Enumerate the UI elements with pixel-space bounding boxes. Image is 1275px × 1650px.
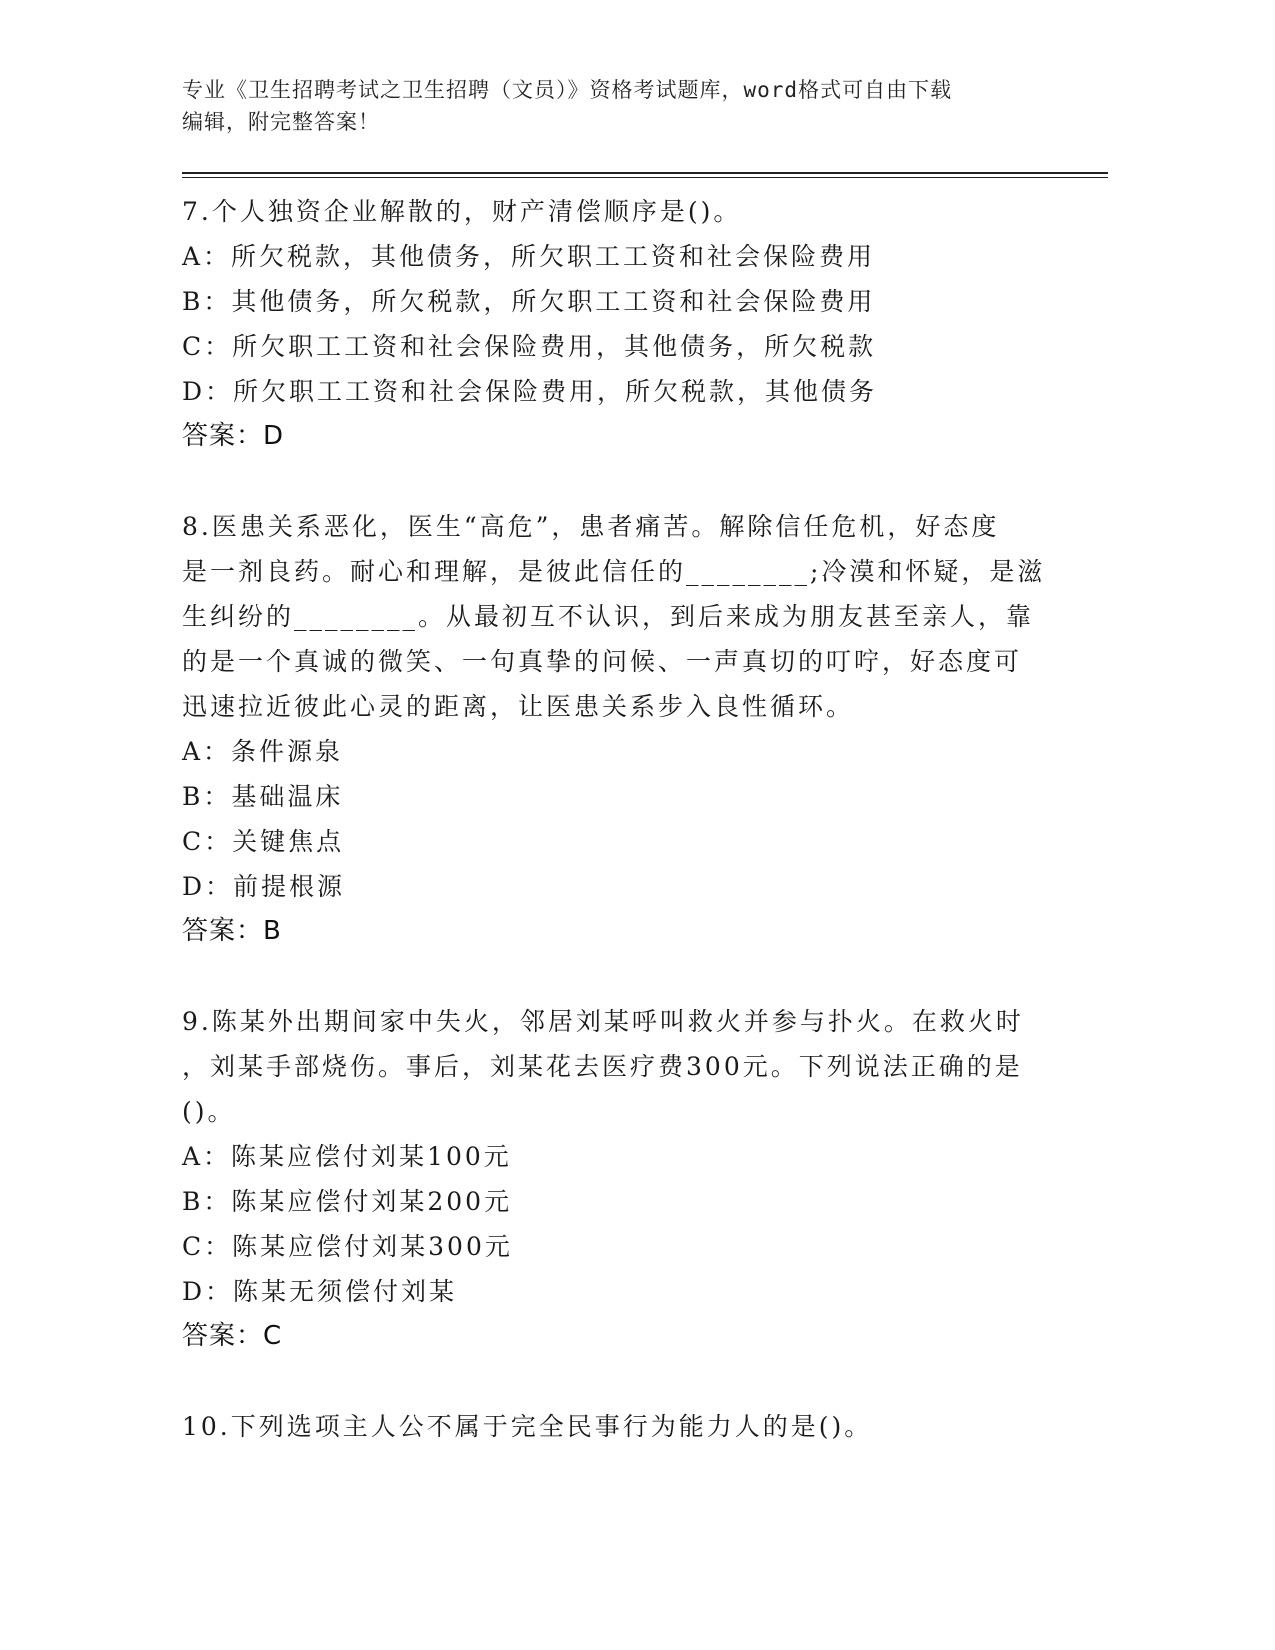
header-line-2: 编辑，附完整答案！ bbox=[182, 110, 380, 134]
option-c: C：陈某应偿付刘某300元 bbox=[182, 1232, 513, 1261]
option-b: B：陈某应偿付刘某200元 bbox=[182, 1187, 513, 1216]
question-stem-line: ，刘某手部烧伤。事后，刘某花去医疗费300元。下列说法正确的是 bbox=[182, 1052, 1023, 1081]
header-divider-thin bbox=[182, 177, 1108, 178]
option-c: C：关键焦点 bbox=[182, 827, 345, 856]
question-stem-line: 迅速拉近彼此心灵的距离，让医患关系步入良性循环。 bbox=[182, 692, 855, 721]
question-stem-line: 的是一个真诚的微笑、一句真挚的问候、一声真切的叮咛，好态度可 bbox=[182, 647, 1023, 676]
question-9 bbox=[182, 999, 1082, 1359]
answer-label: 答案：D bbox=[182, 421, 285, 451]
option-a: A：条件源泉 bbox=[182, 737, 344, 766]
header-divider-thick bbox=[182, 172, 1108, 174]
option-c: C：所欠职工工资和社会保险费用，其他债务，所欠税款 bbox=[182, 332, 877, 361]
question-8 bbox=[182, 504, 1082, 954]
option-b: B：基础温床 bbox=[182, 782, 344, 811]
question-list bbox=[182, 189, 1082, 1494]
option-a: A：陈某应偿付刘某100元 bbox=[182, 1142, 512, 1171]
question-stem-line: ()。 bbox=[182, 1097, 236, 1126]
option-a: A：所欠税款，其他债务，所欠职工工资和社会保险费用 bbox=[182, 242, 876, 271]
question-10 bbox=[182, 1404, 1082, 1449]
question-stem-line: 生纠纷的________。从最初互不认识，到后来成为朋友甚至亲人，靠 bbox=[182, 602, 1035, 631]
question-stem-line: 是一剂良药。耐心和理解，是彼此信任的________;冷漠和怀疑，是滋 bbox=[182, 557, 1046, 586]
question-stem: 10.下列选项主人公不属于完全民事行为能力人的是()。 bbox=[182, 1412, 873, 1441]
option-b: B：其他债务，所欠税款，所欠职工工资和社会保险费用 bbox=[182, 287, 876, 316]
option-d: D：陈某无须偿付刘某 bbox=[182, 1277, 458, 1306]
question-7 bbox=[182, 189, 1082, 459]
option-d: D：前提根源 bbox=[182, 872, 346, 901]
question-stem-line: 8.医患关系恶化，医生“高危”，患者痛苦。解除信任危机，好态度 bbox=[182, 512, 1000, 541]
option-d: D：所欠职工工资和社会保险费用，所欠税款，其他债务 bbox=[182, 377, 878, 406]
answer-label: 答案：C bbox=[182, 1321, 283, 1351]
header-line-1: 专业《卫生招聘考试之卫生招聘（文员）》资格考试题库，word格式可自由下载 bbox=[182, 78, 953, 102]
question-stem-line: 9.陈某外出期间家中失火，邻居刘某呼叫救火并参与扑火。在救火时 bbox=[182, 1007, 1024, 1036]
answer-label: 答案：B bbox=[182, 916, 282, 946]
document-header bbox=[182, 74, 1062, 138]
question-stem: 7.个人独资企业解散的，财产清偿顺序是()。 bbox=[182, 197, 742, 226]
